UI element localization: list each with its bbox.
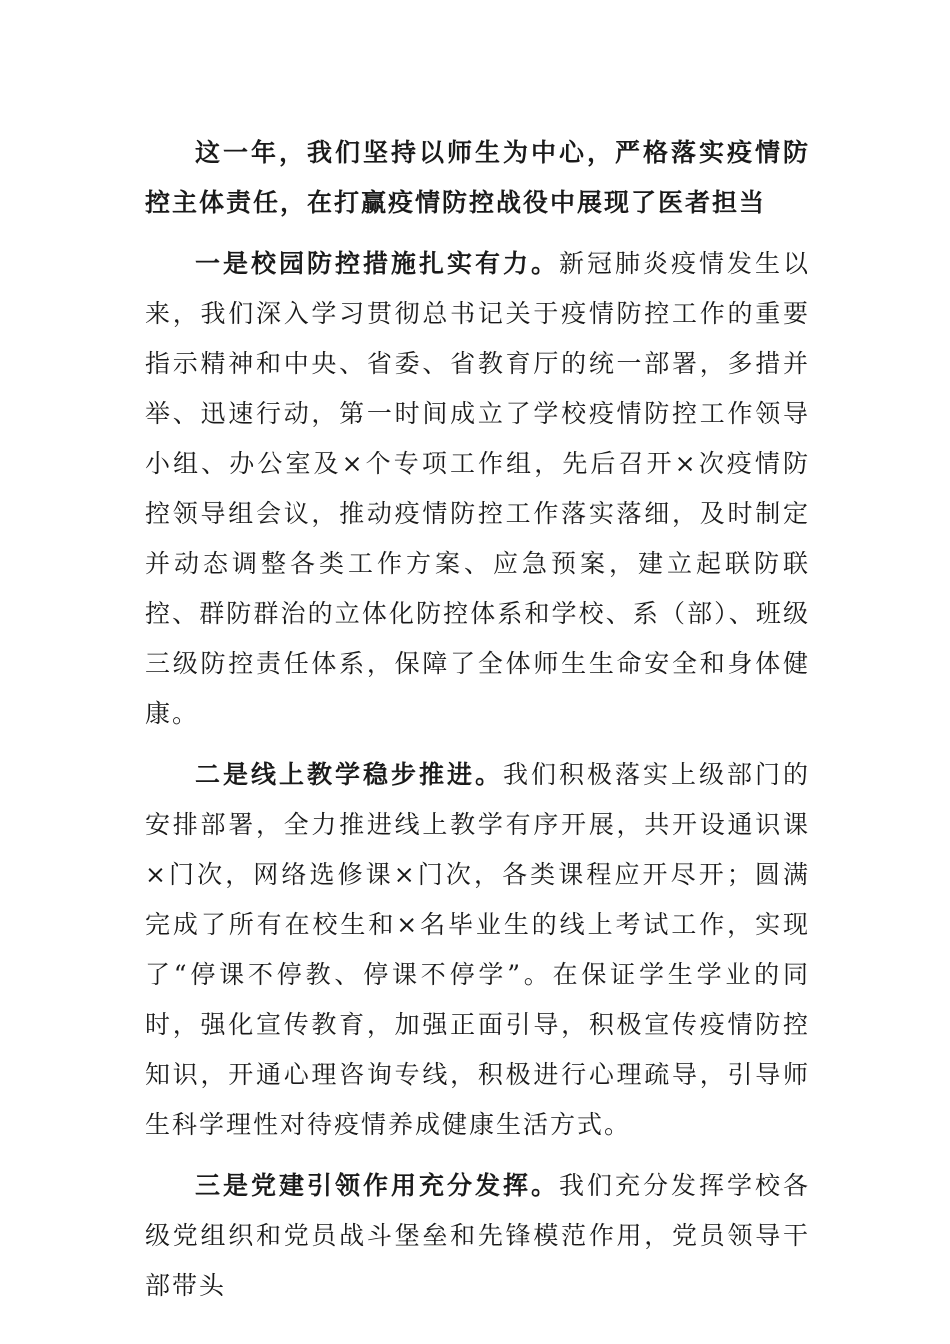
paragraph-lead: 二是线上教学稳步推进。	[195, 760, 503, 789]
paragraph-body: 我们积极落实上级部门的安排部署，全力推进线上教学有序开展，共开设通识课×门次，网络选修课×门次，各类课程应开尽开；圆满完成了所有在校生和×名毕业生的线上考试工作，实现了“停课不停教、停课不停学”。在保证学生学业的同时，强化宣传教育，加强正面引导，积极宣传疫情防控知识，开通心理咨询专线，积极进行心理疏导，引导师生科学理性对待疫情养成健康生活方式。	[145, 760, 810, 1139]
paragraph-lead: 一是校园防控措施扎实有力。	[195, 249, 559, 278]
paragraph-lead: 三是党建引领作用充分发挥。	[195, 1171, 559, 1200]
document-body	[145, 128, 810, 1311]
section-paragraph-1	[145, 239, 810, 739]
section-paragraph-2	[145, 750, 810, 1150]
paragraph-body: 我们充分发挥学校各级党组织和党员战斗堡垒和先锋模范作用，党员领导干部带头	[145, 1171, 810, 1300]
paragraph-body: 新冠肺炎疫情发生以来，我们深入学习贯彻总书记关于疫情防控工作的重要指示精神和中央、省委、省教育厅的统一部署，多措并举、迅速行动，第一时间成立了学校疫情防控工作领导小组、办公室及×个专项工作组，先后召开×次疫情防控领导组会议，推动疫情防控工作落实落细，及时制定并动态调整各类工作方案、应急预案，建立起联防联控、群防群治的立体化防控体系和学校、系（部）、班级三级防控责任体系，保障了全体师生生命安全和身体健康。	[145, 249, 810, 728]
section-paragraph-3	[145, 1161, 810, 1311]
section-heading: 这一年，我们坚持以师生为中心，严格落实疫情防控主体责任，在打赢疫情防控战役中展现了医者担当	[145, 138, 810, 217]
